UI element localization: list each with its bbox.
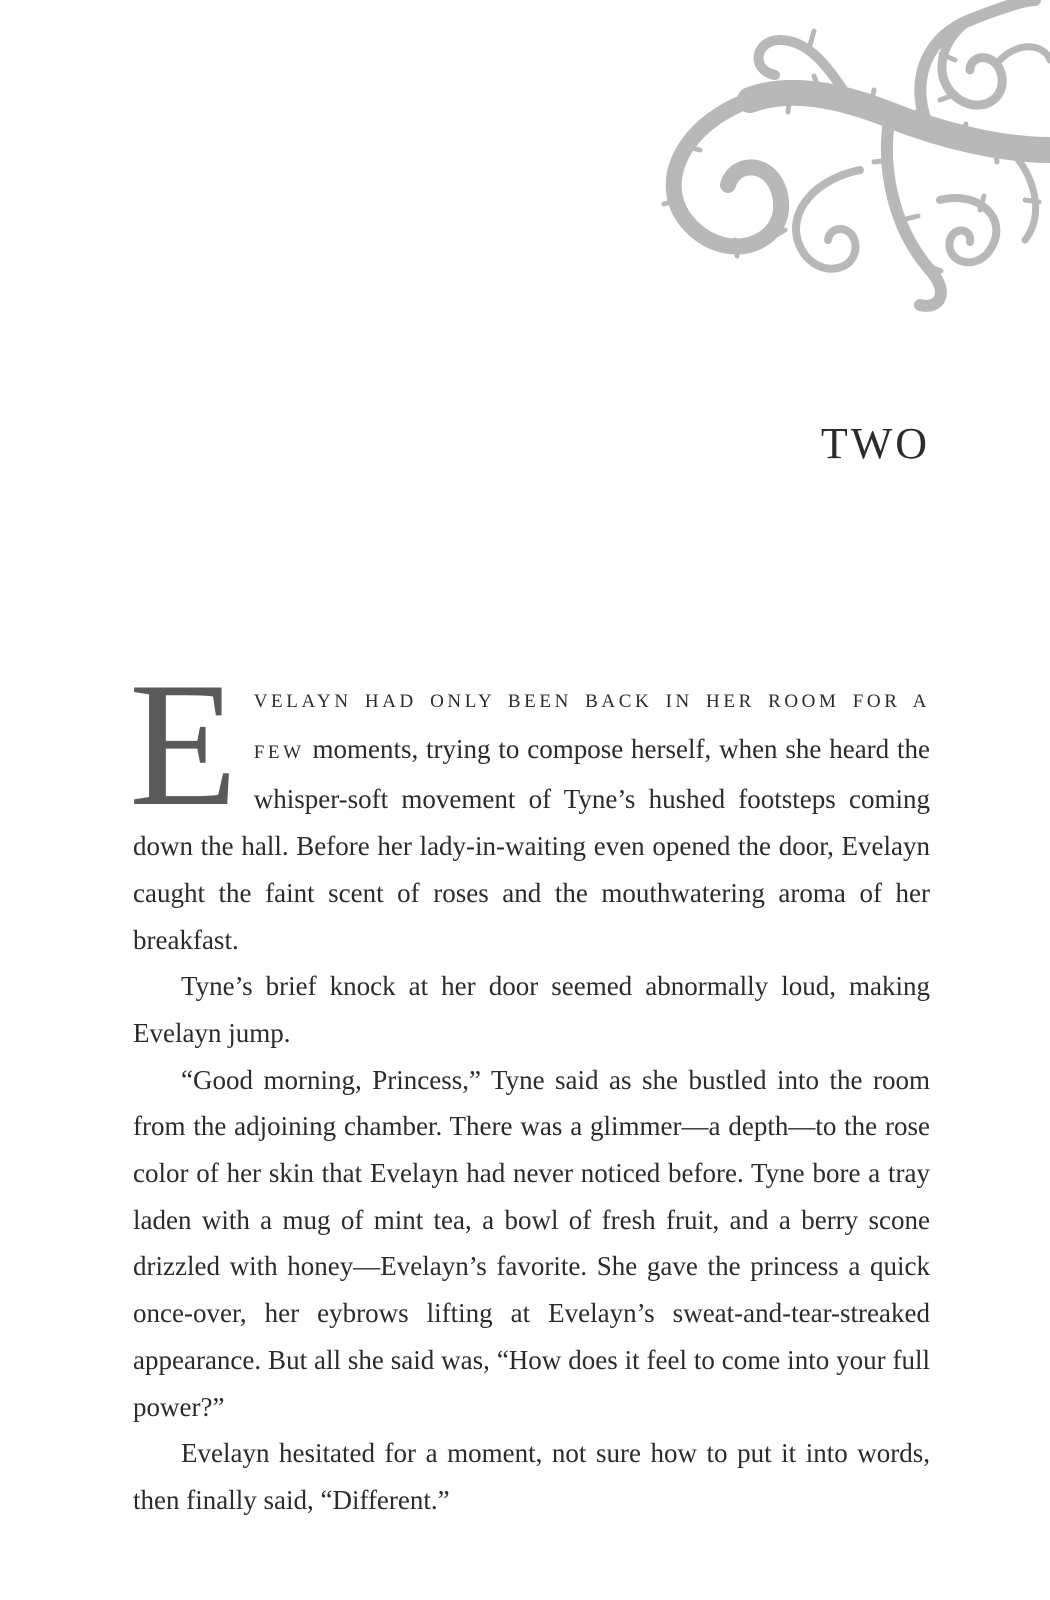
chapter-title: TWO xyxy=(820,419,930,468)
paragraph: Tyne’s brief knock at her door seemed abnormally loud, making Evelayn jump. xyxy=(133,971,930,1048)
paragraph: Evelayn hesitated for a moment, not sure how to put it into words, then finally said, “Different.” xyxy=(133,1438,930,1515)
chapter-body xyxy=(129,645,930,1524)
opening-smallcaps: VELAYN HAD ONLY BEEN BACK IN HER ROOM FOR A FEW xyxy=(253,691,930,763)
paragraph-text: moments, trying to compose herself, when she heard the whisper-soft movement of Tyne’s hushed footsteps coming down the hall. Before her lady-in-waiting even opened the door, Evelayn caught the faint scent of roses and the mouthwatering aroma of her breakfast. xyxy=(133,733,930,955)
drop-cap: E xyxy=(129,645,238,843)
thorny-vine-flourish-icon xyxy=(640,0,1050,330)
paragraph-opening xyxy=(129,645,930,963)
paragraph: “Good morning, Princess,” Tyne said as she bustled into the room from the adjoining chamber. There was a glimmer—a depth—to the rose color of her skin that Evelayn had never noticed before. Tyne bore a tray laden with a mug of mint tea, a bowl of fresh fruit, and a berry scone drizzled with honey—Evelayn’s favorite. She gave the princess a quick once-over, her eybrows lifting at Evelayn’s sweat-and-tear-streaked appearance. But all she said was, “How does it feel to come into your full power?” xyxy=(133,1064,930,1422)
